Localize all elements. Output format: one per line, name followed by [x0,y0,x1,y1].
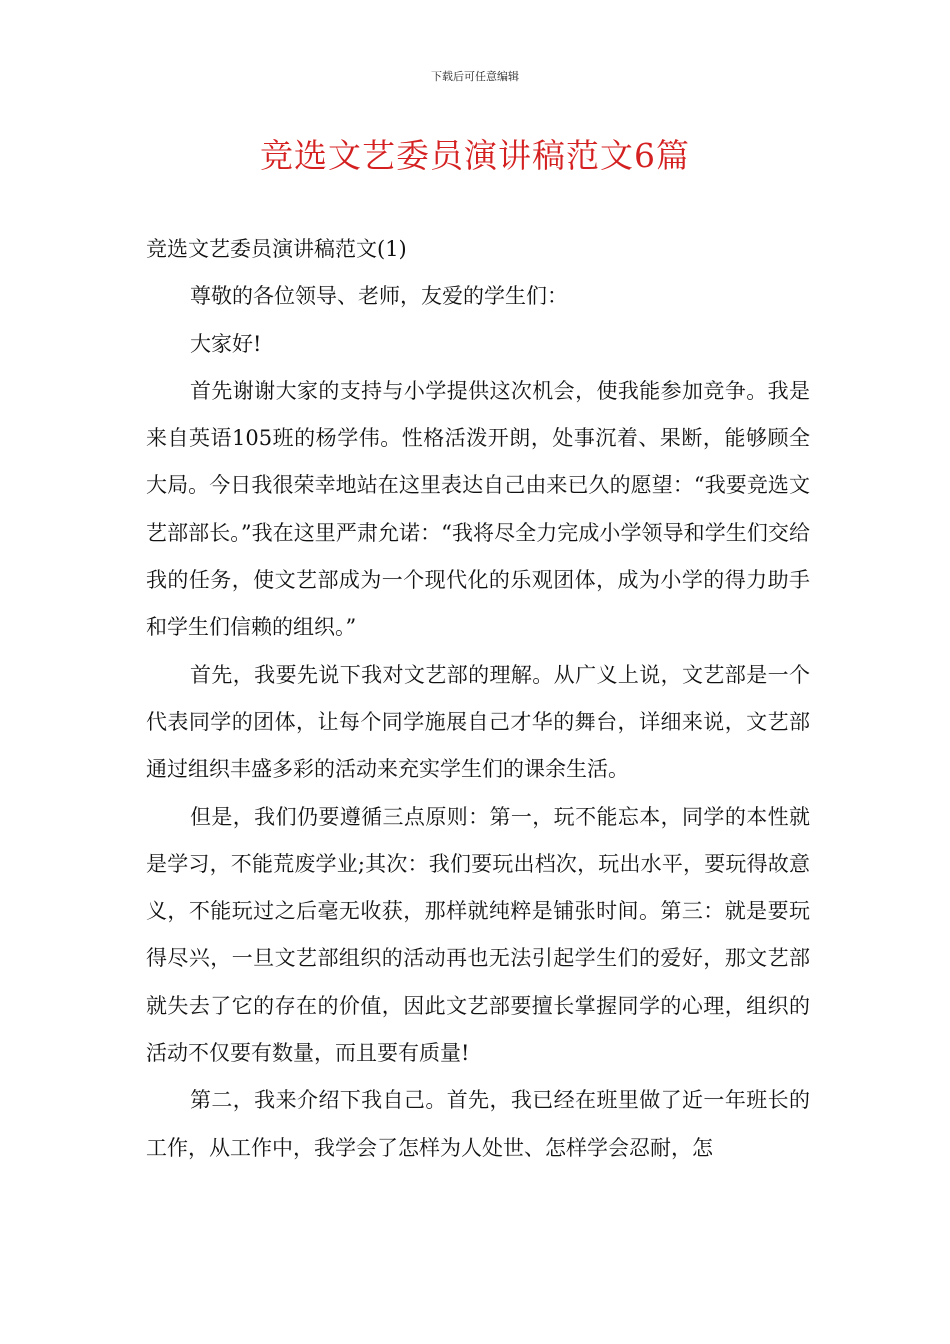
paragraph-salutation: 尊敬的各位领导、老师，友爱的学生们： [190,284,568,309]
section-heading: 竞选文艺委员演讲稿范文(1) [146,237,407,261]
paragraph-understanding: 首先，我要先说下我对文艺部的理解。从广义上说，文艺部是一个代表同学的团体，让每个同学施展自己才华的舞台，详细来说，文艺部通过组织丰盛多彩的活动来充实学生们的课余生活。 [146,662,810,782]
document-title: 竞选文艺委员演讲稿范文6篇 [260,136,690,175]
header-note: 下载后可任意编辑 [431,70,519,83]
paragraph-introduction: 首先谢谢大家的支持与小学提供这次机会，使我能参加竞争。我是来自英语105班的杨学伟。性格活泼开朗，处事沉着、果断，能够顾全大局。今日我很荣幸地站在这里表达自己由来已久的愿望：“我要竞选文艺部部长。”我在这里严肃允诺：“我将尽全力完成小学领导和学生们交给我的任务，使文艺部成为一个现代化的乐观团体，成为小学的得力助手和学生们信赖的组织。” [146,378,810,640]
paragraph-greeting: 大家好! [190,331,262,356]
document-body [146,226,810,1172]
paragraph-self-intro: 第二，我来介绍下我自己。首先，我已经在班里做了近一年班长的工作，从工作中，我学会了怎样为人处世、怎样学会忍耐，怎 [146,1088,810,1160]
paragraph-principles: 但是，我们仍要遵循三点原则：第一，玩不能忘本，同学的本性就是学习，不能荒废学业;其次：我们要玩出档次，玩出水平，要玩得故意义，不能玩过之后毫无收获，那样就纯粹是铺张时间。第三：就是要玩得尽兴，一旦文艺部组织的活动再也无法引起学生们的爱好，那文艺部就失去了它的存在的价值，因此文艺部要擅长掌握同学的心理，组织的活动不仅要有数量，而且要有质量! [146,804,810,1066]
